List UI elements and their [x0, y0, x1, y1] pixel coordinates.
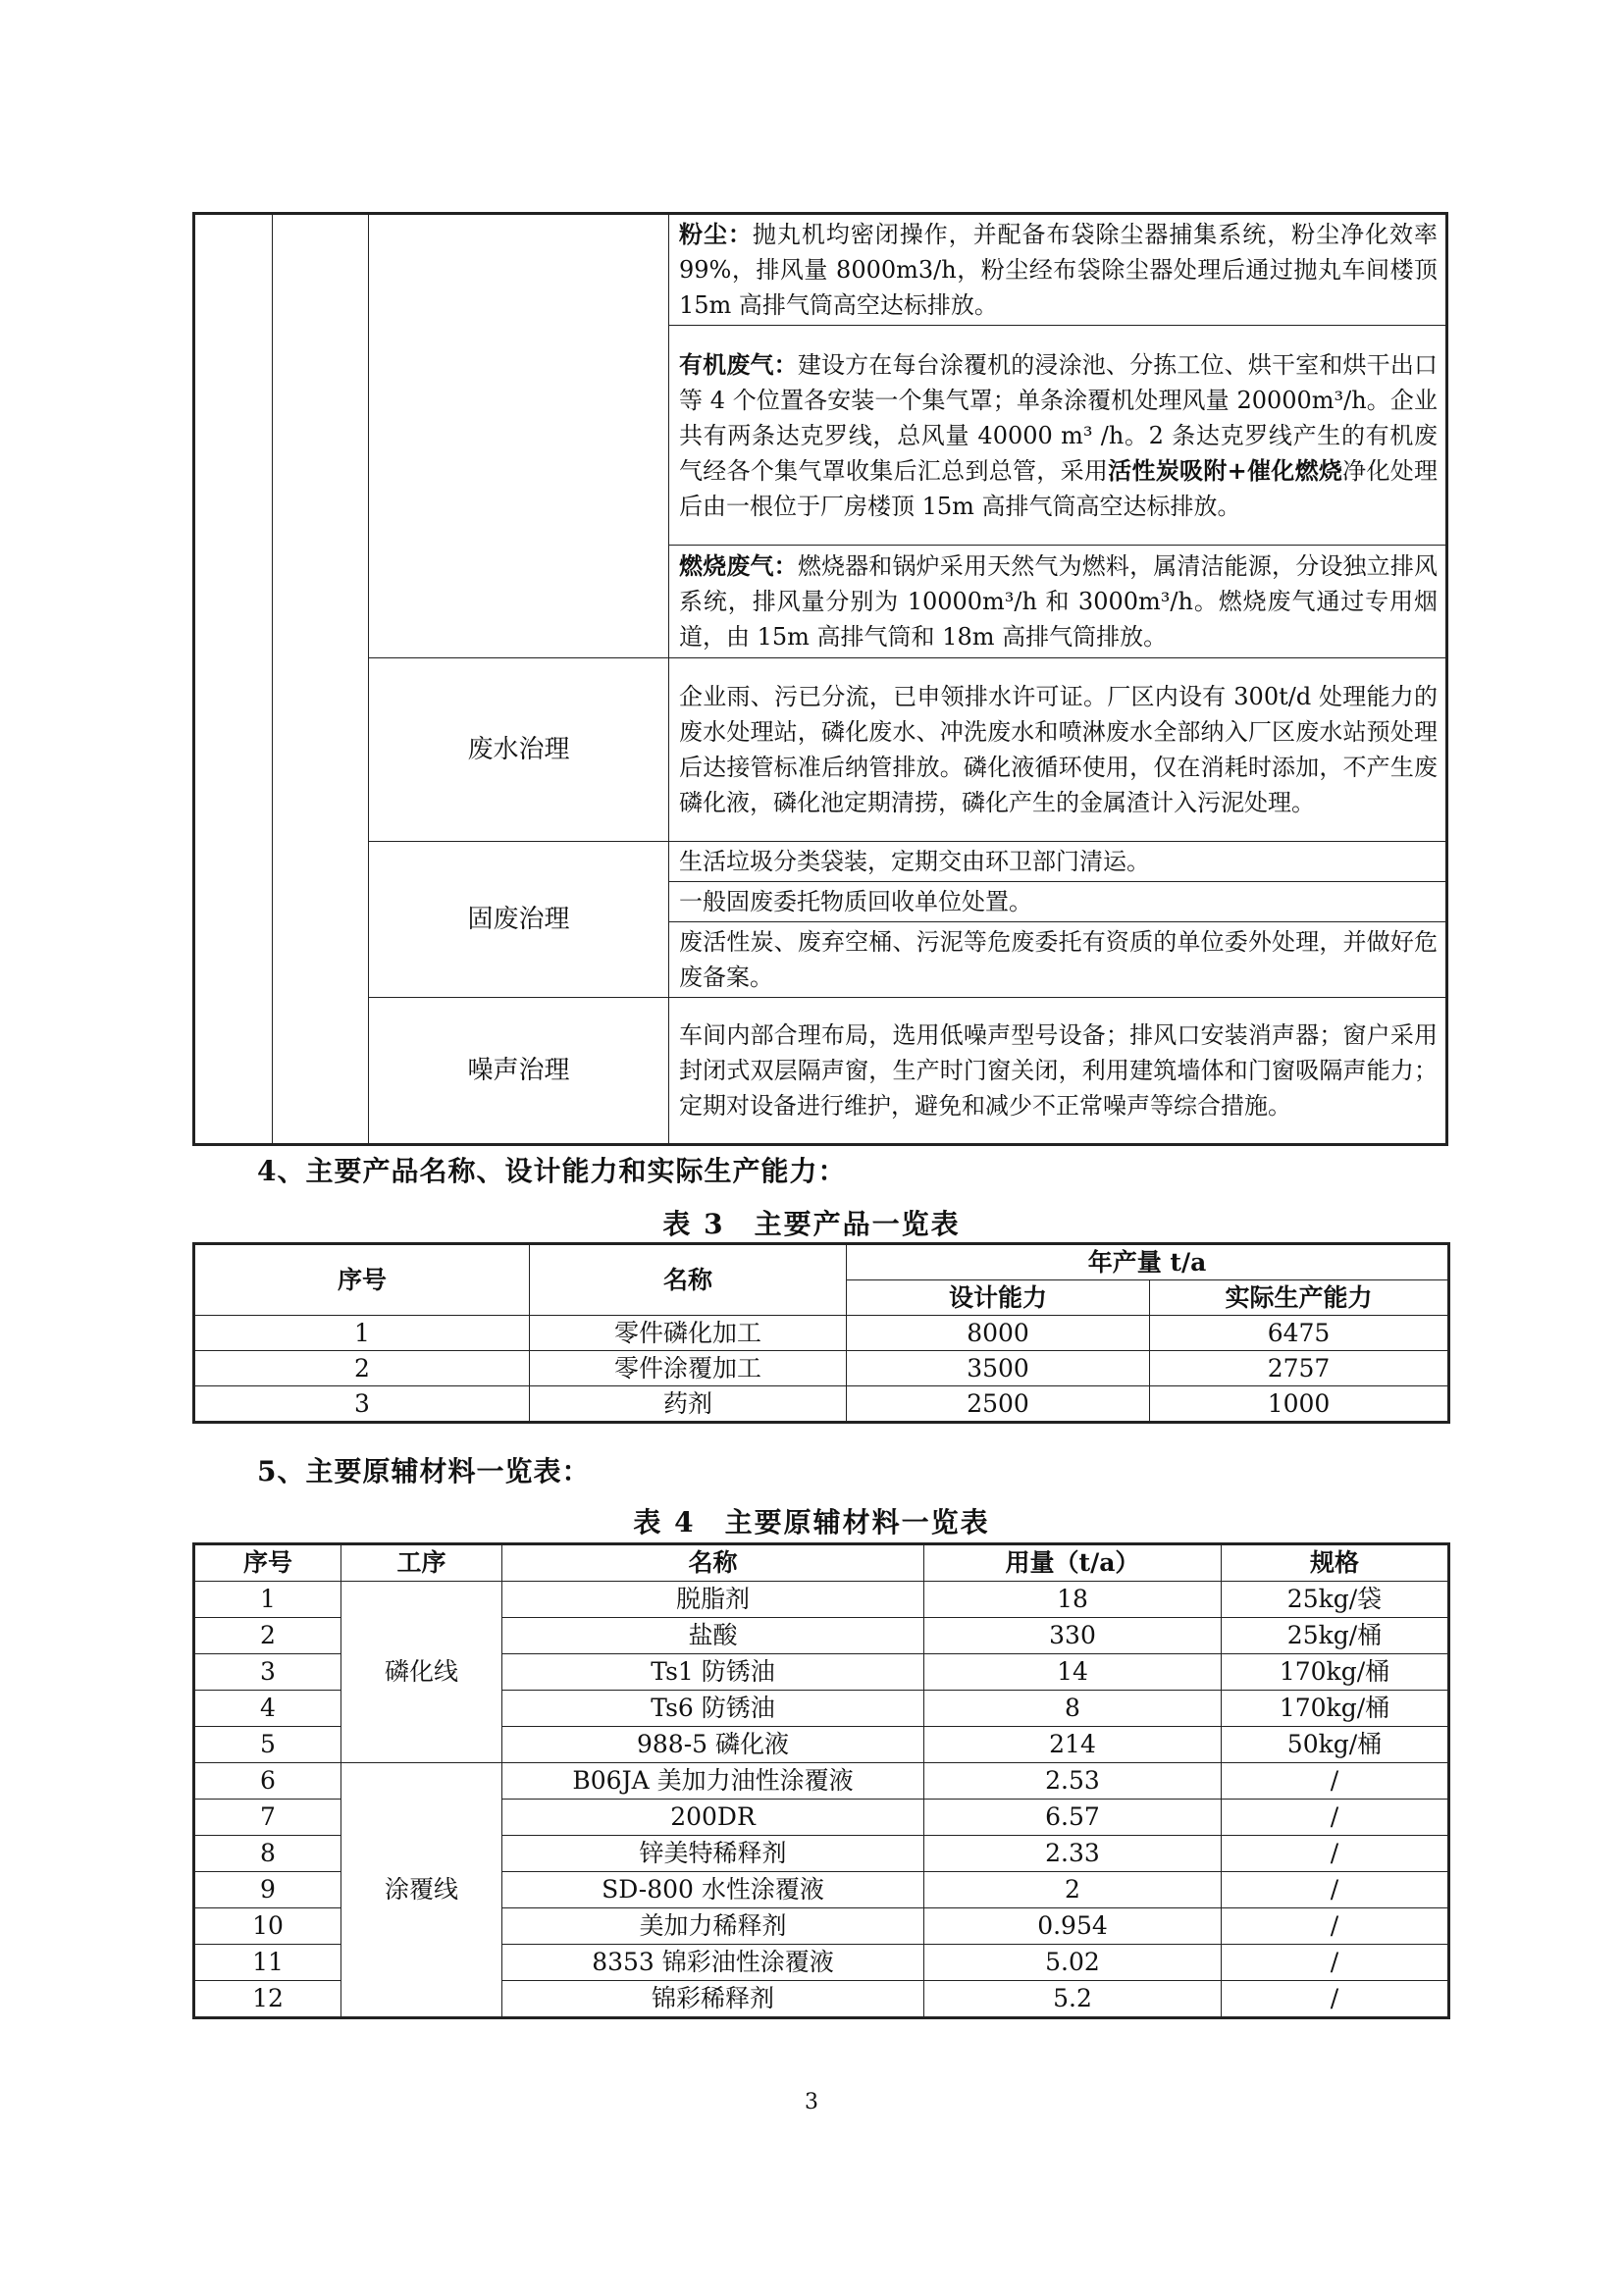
cell-no: 3 [194, 1654, 341, 1691]
table-row [194, 1763, 1449, 1800]
header-usage: 用量（t/a） [924, 1544, 1222, 1582]
organic-gas-cell [669, 326, 1447, 546]
cell-name: 盐酸 [502, 1618, 924, 1654]
table-row [194, 1386, 1449, 1423]
cell-no: 1 [194, 1316, 530, 1351]
cell-usage: 8 [924, 1691, 1222, 1727]
header-name: 名称 [530, 1244, 847, 1316]
process-group-coating: 涂覆线 [341, 1763, 502, 2018]
cell-no: 2 [194, 1618, 341, 1654]
wastewater-category: 废水治理 [369, 658, 669, 842]
cell-no: 9 [194, 1872, 341, 1908]
cell-actual: 6475 [1150, 1316, 1449, 1351]
cell-usage: 330 [924, 1618, 1222, 1654]
cell-usage: 14 [924, 1654, 1222, 1691]
header-actual: 实际生产能力 [1150, 1280, 1449, 1316]
cell-no: 5 [194, 1727, 341, 1763]
cell-name: 零件磷化加工 [530, 1316, 847, 1351]
cell-actual: 2757 [1150, 1351, 1449, 1386]
table-row [194, 1316, 1449, 1351]
cell-design: 8000 [847, 1316, 1150, 1351]
cell-usage: 214 [924, 1727, 1222, 1763]
table-row [194, 1582, 1449, 1618]
cell-spec: / [1222, 1872, 1449, 1908]
dust-cell [669, 214, 1447, 326]
cell-spec: 25kg/袋 [1222, 1582, 1449, 1618]
cell-name: Ts1 防锈油 [502, 1654, 924, 1691]
cell-no: 2 [194, 1351, 530, 1386]
cell-name: B06JA 美加力油性涂覆液 [502, 1763, 924, 1800]
cell-no: 4 [194, 1691, 341, 1727]
cell-no: 3 [194, 1386, 530, 1423]
cell-name: SD-800 水性涂覆液 [502, 1872, 924, 1908]
cell-spec: 170kg/桶 [1222, 1691, 1449, 1727]
process-group-phosphating: 磷化线 [341, 1582, 502, 1763]
cell-name: Ts6 防锈油 [502, 1691, 924, 1727]
organic-gas-text-c: 净化处理后由一根位于厂房楼顶 15m 高排气筒高空达标排放。 [679, 456, 1439, 520]
cell-spec: 50kg/桶 [1222, 1727, 1449, 1763]
solid-waste-item-2: 一般固废委托物质回收单位处置。 [669, 882, 1447, 922]
cell-no: 8 [194, 1836, 341, 1872]
header-annual: 年产量 t/a [847, 1244, 1449, 1280]
noise-text: 车间内部合理布局，选用低噪声型号设备；排风口安装消声器；窗户采用封闭式双层隔声窗，生产时门窗关闭，利用建筑墙体和门窗吸隔声能力；定期对设备进行维护，避免和减少不正常噪声等综合措施。 [669, 998, 1447, 1145]
noise-category: 噪声治理 [369, 998, 669, 1145]
solid-waste-category: 固废治理 [369, 842, 669, 998]
cell-design: 2500 [847, 1386, 1150, 1423]
table-3-caption: 表 3 主要产品一览表 [662, 1208, 961, 1240]
cell-no: 10 [194, 1908, 341, 1945]
header-name: 名称 [502, 1544, 924, 1582]
cell-spec: / [1222, 1908, 1449, 1945]
cell-no: 1 [194, 1582, 341, 1618]
cell-usage: 5.2 [924, 1981, 1222, 2018]
cell-spec: / [1222, 1800, 1449, 1836]
cell-usage: 2 [924, 1872, 1222, 1908]
organic-gas-text-b: 活性炭吸附+催化燃烧 [1108, 455, 1343, 485]
page-number: 3 [805, 2090, 818, 2114]
header-no: 序号 [194, 1544, 341, 1582]
cell-name: 8353 锦彩油性涂覆液 [502, 1945, 924, 1981]
blank-column-2 [273, 214, 369, 1145]
cell-no: 12 [194, 1981, 341, 2018]
dust-text: 抛丸机均密闭操作，并配备布袋除尘器捕集系统，粉尘净化效率 99%，排风量 8000m3/h，粉尘经布袋除尘器处理后通过抛丸车间楼顶 15m 高排气筒高空达标排放。 [679, 221, 1439, 319]
cell-name: 锌美特稀释剂 [502, 1836, 924, 1872]
blank-column-1 [194, 214, 273, 1145]
header-process: 工序 [341, 1544, 502, 1582]
cell-spec: / [1222, 1763, 1449, 1800]
cell-name: 脱脂剂 [502, 1582, 924, 1618]
exhaust-category-cell [369, 214, 669, 658]
organic-gas-text-a: 建设方在每台涂覆机的浸涂池、分拣工位、烘干室和烘干出口等 4 个位置各安装一个集气罩；单条涂覆机处理风量 20000m³/h。企业共有两条达克罗线，总风量 40000 m³ /h。2 条达克罗线产生的有机废气经各个集气罩收集后汇总到总管，采用 [679, 350, 1439, 485]
cell-no: 11 [194, 1945, 341, 1981]
table-4-caption: 表 4 主要原辅材料一览表 [633, 1506, 990, 1539]
solid-waste-item-3: 废活性炭、废弃空桶、污泥等危废委托有资质的单位委外处理，并做好危废备案。 [669, 922, 1447, 998]
cell-spec: / [1222, 1945, 1449, 1981]
cell-no: 6 [194, 1763, 341, 1800]
cell-actual: 1000 [1150, 1386, 1449, 1423]
materials-table [192, 1542, 1450, 2019]
cell-usage: 2.33 [924, 1836, 1222, 1872]
cell-usage: 0.954 [924, 1908, 1222, 1945]
cell-usage: 6.57 [924, 1800, 1222, 1836]
cell-spec: / [1222, 1836, 1449, 1872]
cell-usage: 2.53 [924, 1763, 1222, 1800]
cell-name: 锦彩稀释剂 [502, 1981, 924, 2018]
cell-no: 7 [194, 1800, 341, 1836]
products-table [192, 1242, 1450, 1424]
cell-spec: 25kg/桶 [1222, 1618, 1449, 1654]
wastewater-text: 企业雨、污已分流，已申领排水许可证。厂区内设有 300t/d 处理能力的废水处理站，磷化废水、冲洗废水和喷淋废水全部纳入厂区废水站预处理后达接管标准后纳管排放。磷化液循环使用，仅在消耗时添加，不产生废磷化液，磷化池定期清捞，磷化产生的金属渣计入污泥处理。 [669, 658, 1447, 842]
section-5-heading: 5、主要原辅材料一览表： [257, 1455, 591, 1487]
cell-name: 200DR [502, 1800, 924, 1836]
cell-usage: 18 [924, 1582, 1222, 1618]
cell-name: 零件涂覆加工 [530, 1351, 847, 1386]
table-row [194, 1351, 1449, 1386]
cell-name: 988-5 磷化液 [502, 1727, 924, 1763]
header-design: 设计能力 [847, 1280, 1150, 1316]
solid-waste-item-1: 生活垃圾分类袋装，定期交由环卫部门清运。 [669, 842, 1447, 882]
header-spec: 规格 [1222, 1544, 1449, 1582]
section-4-heading: 4、主要产品名称、设计能力和实际生产能力： [257, 1155, 847, 1187]
cell-spec: 170kg/桶 [1222, 1654, 1449, 1691]
dust-label: 粉尘： [679, 220, 753, 248]
cell-name: 美加力稀释剂 [502, 1908, 924, 1945]
cell-design: 3500 [847, 1351, 1150, 1386]
cell-name: 药剂 [530, 1386, 847, 1423]
cell-usage: 5.02 [924, 1945, 1222, 1981]
combustion-gas-text: 燃烧器和锅炉采用天然气为燃料，属清洁能源，分设独立排风系统，排风量分别为 10000m³/h 和 3000m³/h。燃烧废气通过专用烟道，由 15m 高排气筒和 18m 高排气筒排放。 [679, 552, 1439, 651]
cell-spec: / [1222, 1981, 1449, 2018]
header-no: 序号 [194, 1244, 530, 1316]
combustion-gas-label: 燃烧废气： [679, 551, 798, 580]
combustion-gas-cell [669, 546, 1447, 658]
organic-gas-label: 有机废气： [679, 349, 798, 379]
pollution-control-table [192, 212, 1448, 1146]
